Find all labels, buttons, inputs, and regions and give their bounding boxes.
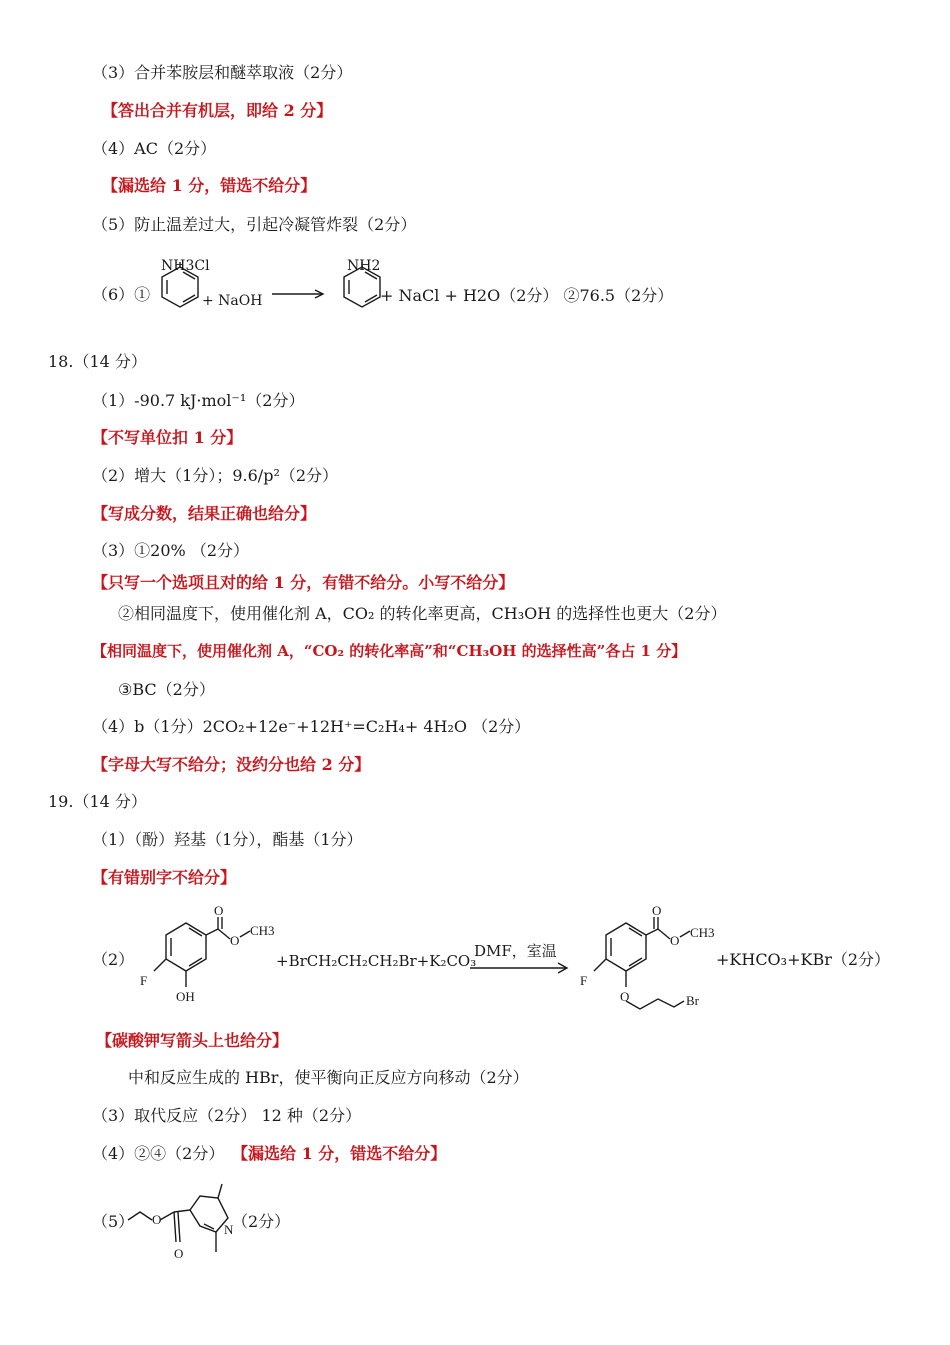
q19-header: 19.（14 分）: [48, 792, 147, 811]
ethyl-tetrahydropyridine-carboxylate-structure: [120, 1178, 250, 1273]
q19-part2-products: +KHCO₃+KBr（2分）: [716, 950, 891, 969]
q19-part5-score: （2分）: [232, 1212, 291, 1231]
q17-plus-naoh: + NaOH: [202, 293, 263, 309]
q19-part2-reagents: +BrCH₂CH₂CH₂Br+K₂CO₃: [276, 952, 477, 970]
q18-part3b: ②相同温度下，使用催化剂 A，CO₂ 的转化率更高，CH₃OH 的选择性也更大（2分）: [118, 604, 727, 623]
q18-part3a-note: 【只写一个选项且对的给 1 分，有错不给分。小写不给分】: [92, 573, 515, 592]
methyl-label: CH3: [690, 925, 715, 940]
bromopropoxy-product-structure: [570, 905, 730, 1020]
amine-group-label: NH2: [347, 258, 381, 274]
ester-o-label: O: [670, 933, 680, 948]
q18-part1: （1）-90.7 kJ·mol⁻¹（2分）: [92, 391, 305, 410]
bromo-label: Br: [686, 993, 699, 1008]
q18-part4-note: 【字母大写不给分；没约分也给 2 分】: [92, 755, 371, 774]
q18-part3b-note: 【相同温度下，使用催化剂 A，“CO₂ 的转化率高”和“CH₃OH 的选择性高”各占 1 分】: [92, 642, 687, 660]
q17-part4-note: 【漏选给 1 分，错选不给分】: [102, 176, 317, 195]
q19-part4-note: 【漏选给 1 分，错选不给分】: [232, 1144, 447, 1163]
q19-part2-prefix: （2）: [92, 950, 135, 969]
q19-part2-condition: DMF，室温: [474, 942, 557, 960]
carbonyl-o-label: O: [214, 903, 224, 918]
ester-o-label: O: [152, 1212, 162, 1227]
q18-header: 18.（14 分）: [48, 352, 147, 371]
q18-part2-note: 【写成分数，结果正确也给分】: [92, 504, 317, 523]
methyl-label: CH3: [250, 923, 275, 938]
q19-part1-note: 【有错别字不给分】: [92, 868, 237, 887]
q17-part5: （5）防止温差过大，引起冷凝管炸裂（2分）: [92, 215, 417, 234]
q17-part4: （4）AC（2分）: [92, 139, 217, 158]
reaction-arrow-icon: [270, 286, 330, 302]
fluoro-label: F: [580, 973, 588, 988]
q17-part6-prefix: （6）①: [92, 285, 151, 304]
q19-part2-note: 【碳酸钾写箭头上也给分】: [96, 1031, 289, 1050]
ether-o-label: O: [620, 989, 630, 1004]
q19-part2-reason: 中和反应生成的 HBr，使平衡向正反应方向移动（2分）: [128, 1068, 529, 1087]
ester-o-label: O: [230, 933, 240, 948]
carbonyl-o-label: O: [174, 1246, 184, 1261]
q17-part3-note: 【答出合并有机层，即给 2 分】: [102, 101, 333, 120]
fluoro-label: F: [140, 973, 148, 988]
anilinium-group-label: NH3Cl: [161, 258, 210, 274]
q18-part1-note: 【不写单位扣 1 分】: [92, 428, 243, 447]
q18-part3c: ③BC（2分）: [118, 680, 215, 699]
q18-part4: （4）b（1分）2CO₂+12e⁻+12H⁺=C₂H₄+ 4H₂O （2分）: [92, 717, 531, 736]
hydroxyl-label: OH: [176, 989, 195, 1004]
q19-part3: （3）取代反应（2分） 12 种（2分）: [92, 1106, 362, 1125]
carbonyl-o-label: O: [652, 903, 662, 918]
q17-part3: （3）合并苯胺层和醚萃取液（2分）: [92, 63, 353, 82]
q19-part1: （1）（酚）羟基（1分），酯基（1分）: [92, 830, 363, 849]
nitrogen-label: N: [224, 1222, 234, 1237]
reaction-arrow-icon: [468, 960, 572, 976]
q18-part3a: （3）①20% （2分）: [92, 541, 250, 560]
q17-part6-products: + NaCl + H2O（2分） ②76.5（2分）: [380, 286, 674, 305]
q19-part5-prefix: （5）: [92, 1212, 135, 1231]
q19-part4: （4）②④（2分）: [92, 1144, 225, 1163]
q18-part2: （2）增大（1分）；9.6/p²（2分）: [92, 466, 339, 485]
methyl-fluoro-hydroxybenzoate-structure: [130, 905, 280, 1015]
